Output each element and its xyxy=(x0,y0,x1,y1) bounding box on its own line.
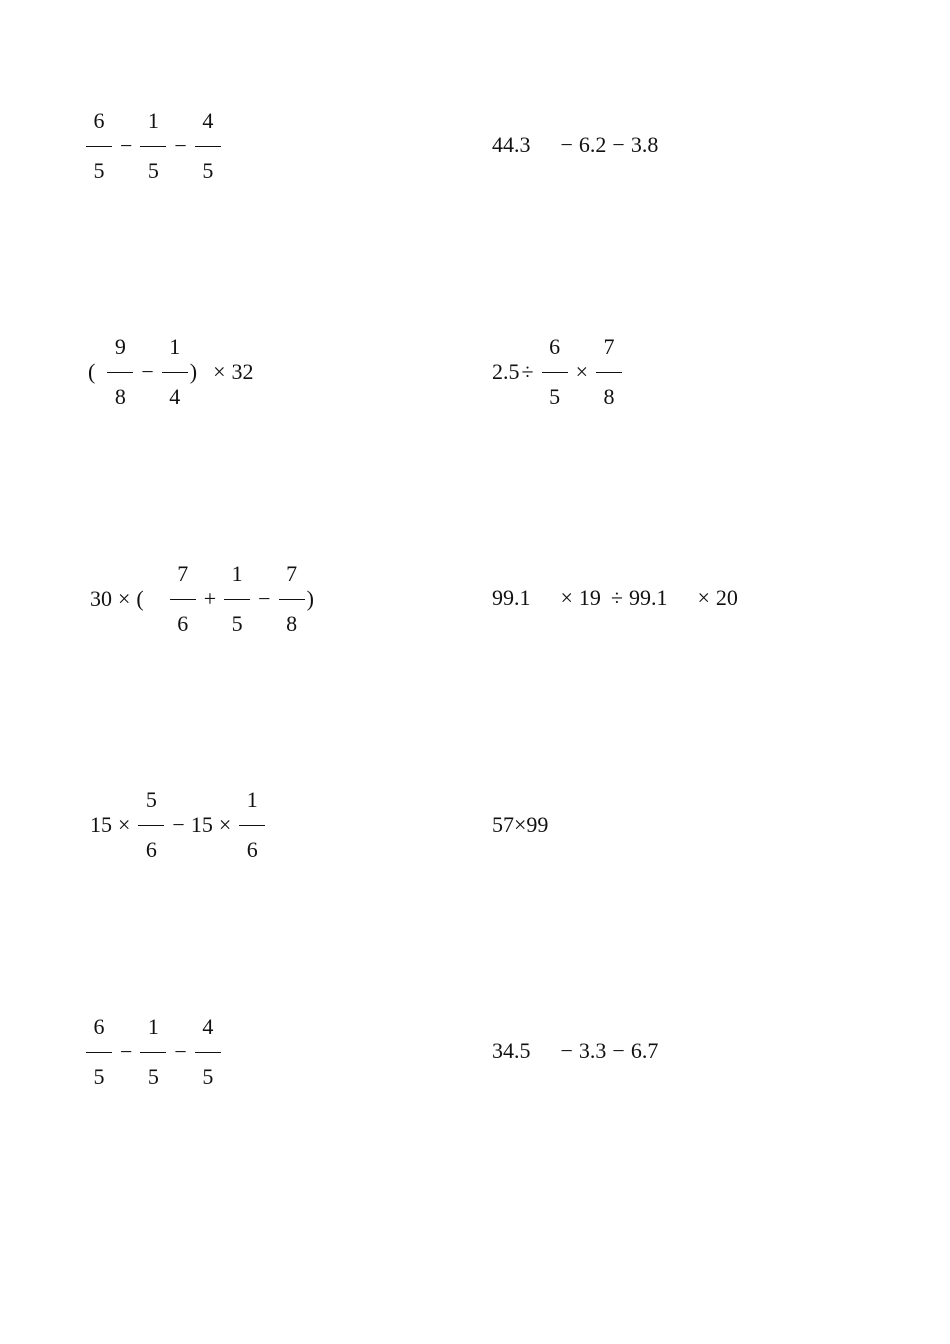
fraction xyxy=(224,562,250,636)
fraction-bar xyxy=(195,146,221,147)
problem-5 xyxy=(90,562,314,636)
operator: − xyxy=(612,132,625,157)
numerator: 6 xyxy=(93,108,105,133)
fraction-bar xyxy=(195,1052,221,1053)
problem-6 xyxy=(492,587,738,609)
fraction-bar xyxy=(279,599,305,600)
operator: − xyxy=(174,1039,187,1064)
denominator: 6 xyxy=(177,611,189,636)
fraction-bar xyxy=(542,372,568,373)
problem-8 xyxy=(492,814,548,836)
fraction-bar xyxy=(596,372,622,373)
fraction xyxy=(162,335,188,409)
operator: + xyxy=(203,586,217,611)
number: 32 xyxy=(231,359,254,384)
number: 15 xyxy=(190,812,213,837)
denominator: 6 xyxy=(145,837,157,862)
numerator: 1 xyxy=(169,334,181,359)
denominator: 5 xyxy=(147,1064,159,1089)
fraction-bar xyxy=(140,1052,166,1053)
fraction-bar xyxy=(170,599,196,600)
number: 34.5 xyxy=(492,1038,531,1063)
number: 44.3 xyxy=(492,132,531,157)
operator: ÷ xyxy=(521,359,534,384)
numerator: 7 xyxy=(603,334,615,359)
operator: − xyxy=(560,132,573,157)
numerator: 6 xyxy=(93,1014,105,1039)
operator: × xyxy=(560,585,573,610)
operator: × xyxy=(218,812,232,837)
fraction-bar xyxy=(138,825,164,826)
denominator: 5 xyxy=(93,158,105,183)
fraction-bar xyxy=(107,372,133,373)
number: 99.1 xyxy=(629,585,668,610)
fraction xyxy=(239,788,265,862)
numerator: 7 xyxy=(286,561,298,586)
denominator: 6 xyxy=(246,837,258,862)
numerator: 4 xyxy=(202,1014,214,1039)
numerator: 4 xyxy=(202,108,214,133)
number: 3.8 xyxy=(630,132,659,157)
denominator: 5 xyxy=(147,158,159,183)
operator: − xyxy=(120,133,133,158)
denominator: 8 xyxy=(603,384,615,409)
problem-4 xyxy=(492,335,624,409)
problem-9 xyxy=(84,1015,223,1089)
fraction xyxy=(279,562,305,636)
numerator: 6 xyxy=(549,334,561,359)
left-paren: ( xyxy=(136,586,144,611)
denominator: 5 xyxy=(231,611,243,636)
number: 3.3 xyxy=(578,1038,607,1063)
operator: − xyxy=(172,812,185,837)
number: 99.1 xyxy=(492,585,531,610)
problem-1 xyxy=(84,109,223,183)
number: 19 xyxy=(578,585,601,610)
fraction xyxy=(86,1015,112,1089)
fraction xyxy=(542,335,568,409)
numerator: 7 xyxy=(177,561,189,586)
numerator: 1 xyxy=(147,108,159,133)
right-paren: ) xyxy=(189,359,198,384)
fraction-bar xyxy=(86,146,112,147)
fraction xyxy=(107,335,133,409)
fraction xyxy=(170,562,196,636)
fraction-bar xyxy=(162,372,188,373)
fraction xyxy=(140,1015,166,1089)
problem-10 xyxy=(492,1040,658,1062)
numerator: 1 xyxy=(147,1014,159,1039)
fraction xyxy=(138,788,164,862)
problem-2 xyxy=(492,134,658,156)
denominator: 8 xyxy=(286,611,298,636)
denominator: 5 xyxy=(202,1064,214,1089)
numerator: 1 xyxy=(231,561,243,586)
fraction xyxy=(596,335,622,409)
operator: − xyxy=(560,1038,573,1063)
numerator: 5 xyxy=(145,787,157,812)
denominator: 8 xyxy=(114,384,126,409)
numerator: 9 xyxy=(114,334,126,359)
fraction xyxy=(140,109,166,183)
operator: ÷ xyxy=(610,585,623,610)
denominator: 5 xyxy=(202,158,214,183)
numerator: 1 xyxy=(246,787,258,812)
denominator: 4 xyxy=(169,384,181,409)
number: 2.5 xyxy=(492,359,520,384)
fraction xyxy=(86,109,112,183)
fraction-bar xyxy=(140,146,166,147)
right-paren: ) xyxy=(306,586,314,611)
number: 20 xyxy=(715,585,738,610)
fraction xyxy=(195,109,221,183)
operator: − xyxy=(120,1039,133,1064)
operator: × xyxy=(118,586,131,611)
number: 15 xyxy=(90,812,112,837)
number: 30 xyxy=(90,586,112,611)
operator: − xyxy=(141,359,154,384)
operator: × xyxy=(213,359,226,384)
operator: − xyxy=(174,133,187,158)
number: 6.2 xyxy=(578,132,607,157)
fraction-bar xyxy=(86,1052,112,1053)
left-paren: ( xyxy=(88,359,96,384)
fraction xyxy=(195,1015,221,1089)
operator: × xyxy=(118,812,131,837)
operator: × xyxy=(697,585,710,610)
operator: − xyxy=(612,1038,625,1063)
fraction-bar xyxy=(224,599,250,600)
problem-3 xyxy=(88,335,254,409)
denominator: 5 xyxy=(549,384,561,409)
fraction-bar xyxy=(239,825,265,826)
number: 6.7 xyxy=(630,1038,659,1063)
denominator: 5 xyxy=(93,1064,105,1089)
problem-7 xyxy=(90,788,267,862)
operator: × xyxy=(575,359,588,384)
operator: − xyxy=(258,586,271,611)
expression-text: 57×99 xyxy=(492,812,549,837)
